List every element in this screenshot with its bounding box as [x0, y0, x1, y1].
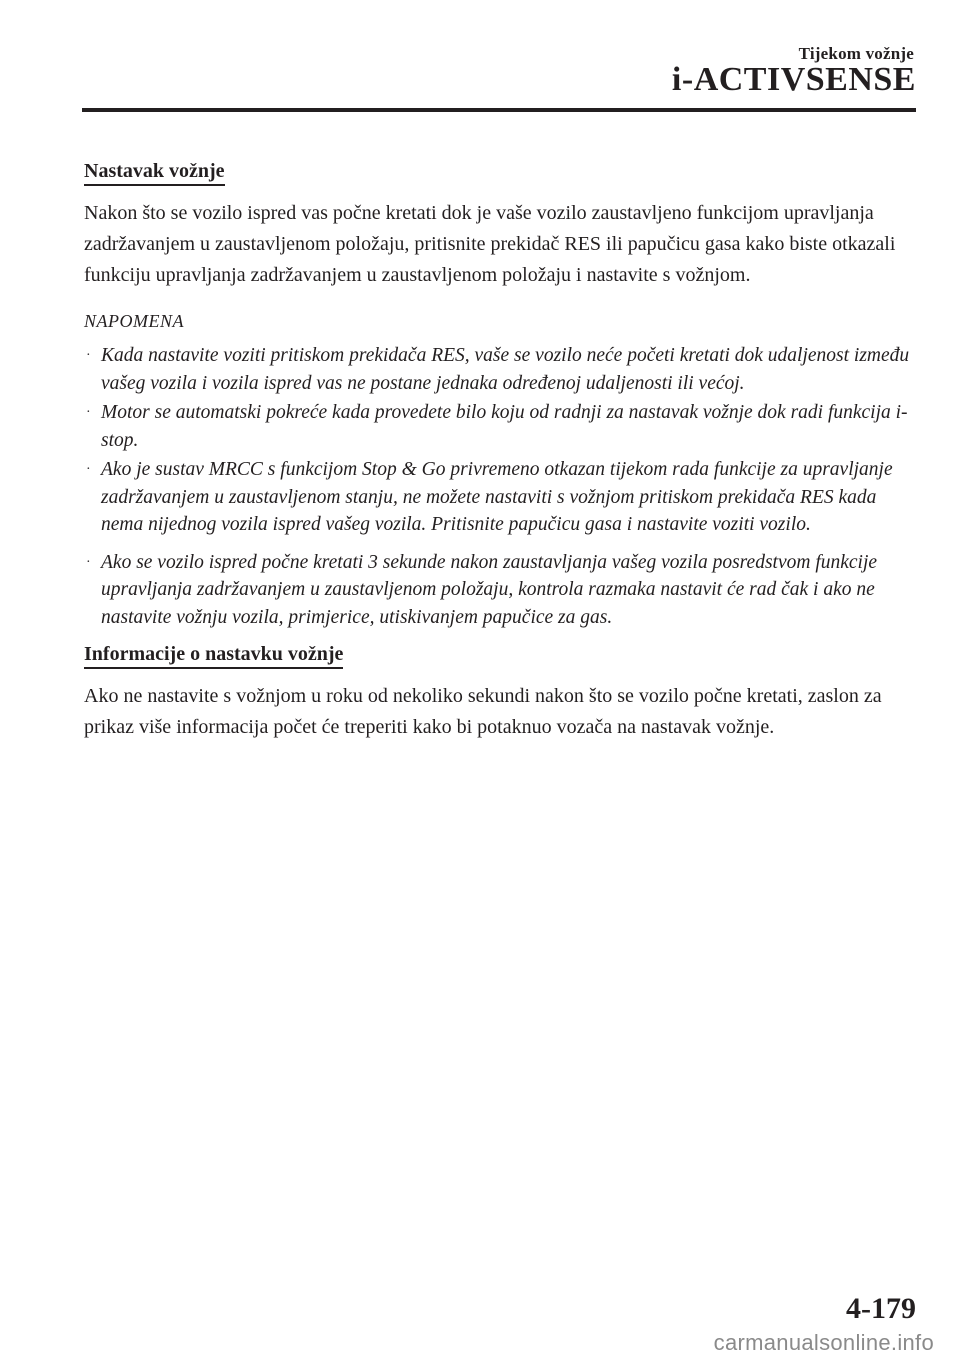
note-label: NAPOMENA	[84, 311, 184, 331]
page-number: 4-179	[846, 1292, 916, 1325]
note-item	[84, 456, 914, 539]
bullet-icon: ·	[86, 462, 91, 477]
paragraph-informacije: Ako ne nastavite s vožnjom u roku od nekoliko sekundi nakon što se vozilo počne kretati, zaslon za prikaz više informacija počet će treperiti kako bi potaknuo vozača na nastavak vožnje.	[84, 685, 882, 738]
bullet-icon: ·	[86, 554, 91, 570]
chapter-title: i-ACTIVSENSE	[671, 61, 916, 98]
page-content	[84, 160, 914, 743]
note-item	[84, 399, 914, 454]
note-item-text: Kada nastavite voziti pritiskom prekidača RES, vaše se vozilo neće početi kretati dok udaljenost između vašeg vozila i vozila ispred vas ne postane jednaka određenoj udaljenosti ili većoj.	[101, 345, 910, 394]
bullet-icon: ·	[86, 405, 91, 420]
heading-informacije: Informacije o nastavku vožnje	[84, 643, 343, 669]
paragraph-nastavak-voznje: Nakon što se vozilo ispred vas počne kretati dok je vaše vozilo zaustavljeno funkcijom upravljanja zadržavanjem u zaustavljenom položaju, pritisnite prekidač RES ili papučicu gasa kako biste otkazali funkciju upravljanja zadržavanjem u zaustavljenom položaju i nastavite s vožnjom.	[84, 202, 896, 286]
heading-nastavak-voznje: Nastavak vožnje	[84, 160, 225, 186]
note-list	[84, 342, 914, 631]
header-divider	[82, 108, 916, 112]
note-item-text: Ako se vozilo ispred počne kretati 3 sekunde nakon zaustavljanja vašeg vozila posredstvom funkcije upravljanja zadržavanjem u zaustavljenom položaju, kontrola razmaka nastavit će rad čak i ako ne nastavite vožnju vozila, primjerice, utiskivanjem papučice za gas.	[101, 551, 878, 628]
note-item-text: Motor se automatski pokreće kada provedete bilo koju od radnji za nastavak vožnje dok radi funkcija i-stop.	[101, 402, 908, 451]
bullet-icon: ·	[86, 348, 91, 363]
note-item-text: Ako je sustav MRCC s funkcijom Stop & Go privremeno otkazan tijekom rada funkcije za upravljanje zadržavanjem u zaustavljenom stanju, ne možete nastaviti s vožnjom pritiskom prekidača RES kada nema nijednog vozila ispred vašeg vozila. Pritisnite papučicu gasa i nastavite voziti vozilo.	[101, 459, 893, 535]
watermark: carmanualsonline.info	[713, 1330, 934, 1355]
note-item	[84, 342, 914, 397]
note-item	[84, 549, 914, 632]
section-title: Tijekom vožnje	[798, 44, 914, 63]
heading-wrap	[84, 643, 914, 669]
